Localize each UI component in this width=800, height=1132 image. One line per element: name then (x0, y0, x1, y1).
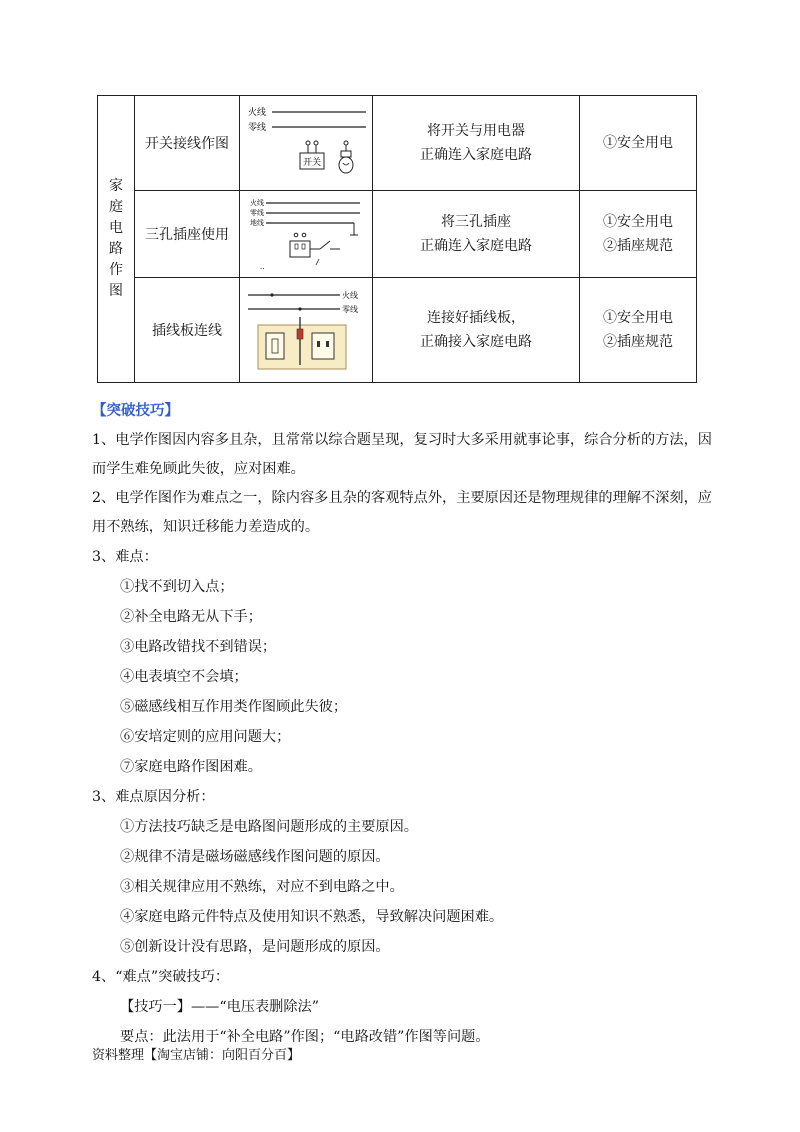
requirement-line: ①安全用电 (603, 214, 673, 230)
list-item: ③电路改错找不到错误； (120, 639, 277, 655)
row-name: 插线板连线 (152, 323, 222, 339)
section-title: 【突破技巧】 (92, 402, 179, 419)
terminal-icon (306, 141, 310, 145)
tip-point: 要点：此法用于“补全电路”作图；“电路改错”作图等问题。 (120, 1029, 490, 1045)
row-name-cell (135, 278, 240, 383)
causes-title: 3、难点原因分析： (92, 789, 215, 805)
lamp-holder-icon (341, 151, 351, 157)
row-name: 开关接线作图 (145, 136, 229, 152)
figure-cell (240, 96, 373, 191)
dots-mark: .. (260, 263, 265, 271)
goal-cell (373, 191, 580, 278)
goal-line: 连接好插线板， (427, 310, 525, 326)
list-item: ④电表填空不会填； (120, 669, 248, 685)
neutral-wire-label: 零线 (248, 123, 267, 133)
requirement-line: ①安全用电 (603, 310, 673, 326)
goal-line: 正确连入家庭电路 (420, 147, 532, 163)
junction-icon (270, 293, 273, 296)
row-name-cell (135, 96, 240, 191)
socket-icon (312, 333, 334, 359)
figure-cell (240, 278, 373, 383)
terminal-icon (314, 141, 318, 145)
switch-wiring-diagram (244, 101, 368, 185)
list-item: ⑥安培定则的应用问题大； (120, 729, 291, 745)
goal-line: 将开关与用电器 (427, 123, 525, 139)
goal-line: 正确连入家庭电路 (420, 238, 532, 254)
list-item: ⑤磁感线相互作用类作图顾此失彼； (120, 699, 348, 715)
requirement-line: ②插座规范 (603, 334, 673, 350)
table-row (98, 278, 697, 383)
power-strip-diagram (244, 283, 368, 377)
household-circuit-table (97, 95, 697, 383)
ground-wire-label: 地线 (250, 219, 264, 227)
page-footer: 资料整理【淘宝店铺：向阳百分百】 (92, 1048, 301, 1063)
neutral-wire-label: 零线 (250, 209, 264, 217)
list-item: ⑤创新设计没有思路，是问题形成的原因。 (120, 939, 390, 955)
list-item: ⑦家庭电路作图困难。 (120, 759, 262, 775)
main-content (92, 396, 712, 1052)
socket-icon (290, 241, 310, 257)
requirement-cell (580, 191, 697, 278)
terminal-icon (344, 141, 348, 145)
requirement-cell (580, 278, 697, 383)
requirement-cell (580, 96, 697, 191)
switch-label: 开关 (303, 158, 322, 168)
requirement-line: ①安全用电 (603, 135, 673, 151)
list-item: ④家庭电路元件特点及使用知识不熟悉，导致解决问题困难。 (120, 909, 504, 925)
live-wire-label: 火线 (342, 291, 358, 300)
paragraph: 1、电学作图因内容多且杂，且常常以综合题呈现，复习时大多采用就事论事，综合分析的方法，因而学生难免顾此失彼，应对困难。 (92, 432, 712, 477)
goal-cell (373, 96, 580, 191)
table-row (98, 96, 697, 191)
goal-line: 正确接入家庭电路 (420, 334, 532, 350)
terminal-icon (294, 233, 298, 237)
neutral-wire-label: 零线 (342, 305, 358, 314)
list-item: ②规律不清是磁场磁感线作图问题的原因。 (120, 849, 390, 865)
category-cell (98, 96, 135, 383)
category-label: 家庭电路作图 (109, 178, 123, 299)
difficulties-title: 3、难点： (92, 549, 158, 565)
paragraph: 2、电学作图作为难点之一，除内容多且杂的客观特点外，主要原因还是物理规律的理解不深刻，应用不熟练，知识迁移能力差造成的。 (92, 490, 712, 535)
list-item: ③相关规律应用不熟练，对应不到电路之中。 (120, 879, 404, 895)
live-wire-label: 火线 (248, 108, 267, 118)
row-name: 三孔插座使用 (145, 227, 229, 243)
list-item: ①方法技巧缺乏是电路图问题形成的主要原因。 (120, 819, 418, 835)
goal-cell (373, 278, 580, 383)
goal-line: 将三孔插座 (441, 214, 511, 230)
requirement-line: ②插座规范 (603, 238, 673, 254)
tip-one: 【技巧一】——“电压表删除法” (120, 999, 319, 1015)
switch-lever-icon (320, 241, 330, 249)
list-item: ②补全电路无从下手； (120, 609, 262, 625)
row-name-cell (135, 191, 240, 278)
fuse-icon (297, 329, 303, 339)
table-row (98, 191, 697, 278)
junction-icon (298, 307, 301, 310)
list-item: ①找不到切入点； (120, 579, 234, 595)
switch-panel-icon (266, 333, 284, 359)
three-hole-socket-diagram (244, 195, 368, 273)
live-wire-label: 火线 (250, 199, 264, 207)
tips-title: 4、“难点”突破技巧： (92, 969, 230, 985)
terminal-icon (302, 233, 306, 237)
socket-hole-icon (317, 341, 320, 347)
figure-cell (240, 191, 373, 278)
socket-hole-icon (326, 341, 329, 347)
mark-icon (316, 259, 319, 265)
